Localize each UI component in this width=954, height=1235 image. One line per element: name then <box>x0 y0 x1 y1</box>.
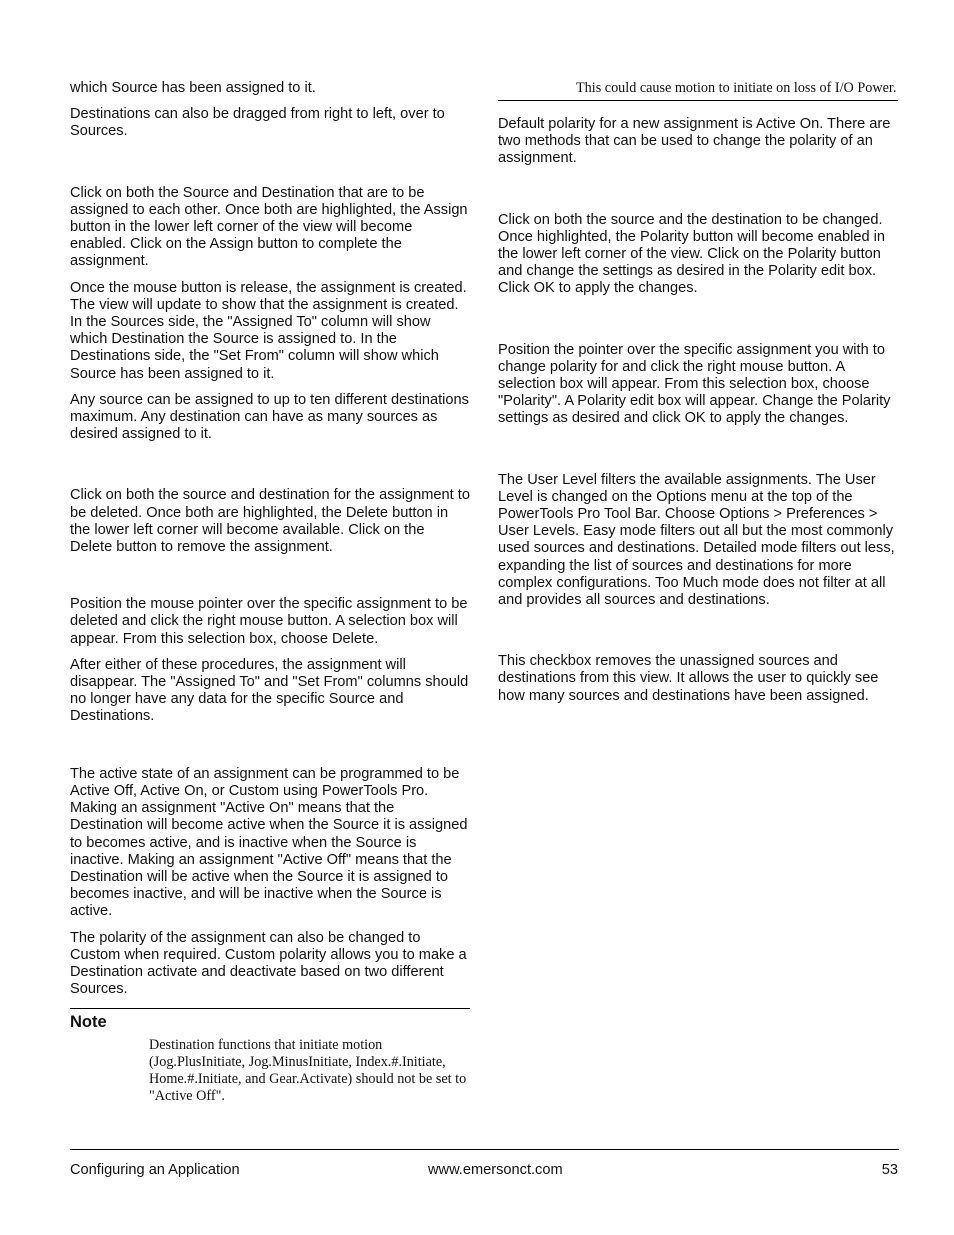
section-gap <box>498 618 898 653</box>
paragraph: Once the mouse button is release, the assignment is created. The view will update to show that the assignment is created. In the Sources side, the "Assigned To" column will show which Destination the Source is assigned to. In the Destinations side, the "Set From" column will show which Source has been assigned to it. <box>70 279 467 382</box>
note-continuation: This could cause motion to initiate on loss of I/O Power. <box>576 80 897 96</box>
section-gap <box>70 565 470 596</box>
paragraph: Click on both the source and destination for the assignment to be deleted. Once both are highlighted, the Delete button in the lower left corner will become available. Click on the Delete button to remove the assignment. <box>70 487 470 556</box>
page-number: 53 <box>881 1162 898 1178</box>
paragraph: Position the mouse pointer over the specific assignment to be deleted and click the right mouse button. A selection box will appear. From this selection box, choose Delete. <box>70 596 468 647</box>
note-text: Destination functions that initiate motion (Jog.PlusInitiate, Jog.MinusInitiate, Index.#.Initiate, Home.#.Initiate, and Gear.Activate) should not be set to "Active Off". <box>149 1037 467 1105</box>
section-gap <box>70 150 470 185</box>
section-gap <box>498 307 898 342</box>
paragraph: Any source can be assigned to up to ten different destinations maximum. Any destination can have as many sources as desired assigned to it. <box>70 391 469 443</box>
paragraph: The active state of an assignment can be programmed to be Active Off, Active On, or Custom using PowerTools Pro. Making an assignment "Active On" means that the Destination will become active when the Source it is assigned to becomes active, and is inactive when the Source is inactive. Making an assignment "Active Off" means that the Destination will be active when the Source it is assigned to becomes inactive, and will be inactive when the Source is active. <box>70 765 468 920</box>
section-gap <box>498 177 898 212</box>
section-gap <box>70 735 470 766</box>
paragraph: Click on both the source and the destination to be changed. Once highlighted, the Polarity button will become enabled in the lower left corner of the view. Click on the Polarity button and change the settings as desired in the Polarity edit box. Click OK to apply the changes. <box>498 211 885 297</box>
paragraph: The polarity of the assignment can also be changed to Custom when required. Custom polarity allows you to make a Destination activate and deactivate based on two different Sources. <box>70 929 467 998</box>
paragraph: Default polarity for a new assignment is Active On. There are two methods that can be used to change the polarity of an assignment. <box>498 116 891 167</box>
note-title: Note <box>70 1013 107 1032</box>
note-end-divider <box>498 100 898 101</box>
paragraph: The User Level filters the available assignments. The User Level is changed on the Options menu at the top of the PowerTools Pro Tool Bar. Choose Options > Preferences > User Levels. Easy mode filters out all but the most commonly used sources and destinations. Detailed mode filters out less, expanding the list of sources and destinations for more complex configurations. Too Much mode does not filter at all and provides all sources and destinations. <box>498 471 895 609</box>
paragraph: This checkbox removes the unassigned sources and destinations from this view. It allows the user to quickly see how many sources and destinations have been assigned. <box>498 653 879 704</box>
footer-chapter: Configuring an Application <box>70 1162 240 1178</box>
paragraph: Position the pointer over the specific assignment you with to change polarity for and click the right mouse button. A selection box will appear. From this selection box, choose "Polarity". A Polarity edit box will appear. Change the Polarity settings as desired and click OK to apply the changes. <box>498 341 891 427</box>
section-gap <box>498 437 898 472</box>
paragraph: which Source has been assigned to it. <box>70 80 316 96</box>
footer-divider <box>70 1149 899 1150</box>
right-column <box>498 80 898 714</box>
footer-url: www.emersonct.com <box>428 1162 563 1178</box>
note-divider <box>70 1008 470 1009</box>
paragraph: Destinations can also be dragged from right to left, over to Sources. <box>70 106 445 140</box>
paragraph: After either of these procedures, the assignment will disappear. The "Assigned To" and "Set From" columns should no longer have any data for the specific Source and Destinations. <box>70 656 469 725</box>
paragraph: Click on both the Source and Destination that are to be assigned to each other. Once both are highlighted, the Assign button in the lower left corner of the view will become enabled. Click on the Assign button to complete the assignment. <box>70 184 468 270</box>
left-column <box>70 80 470 1105</box>
section-gap <box>70 452 470 487</box>
